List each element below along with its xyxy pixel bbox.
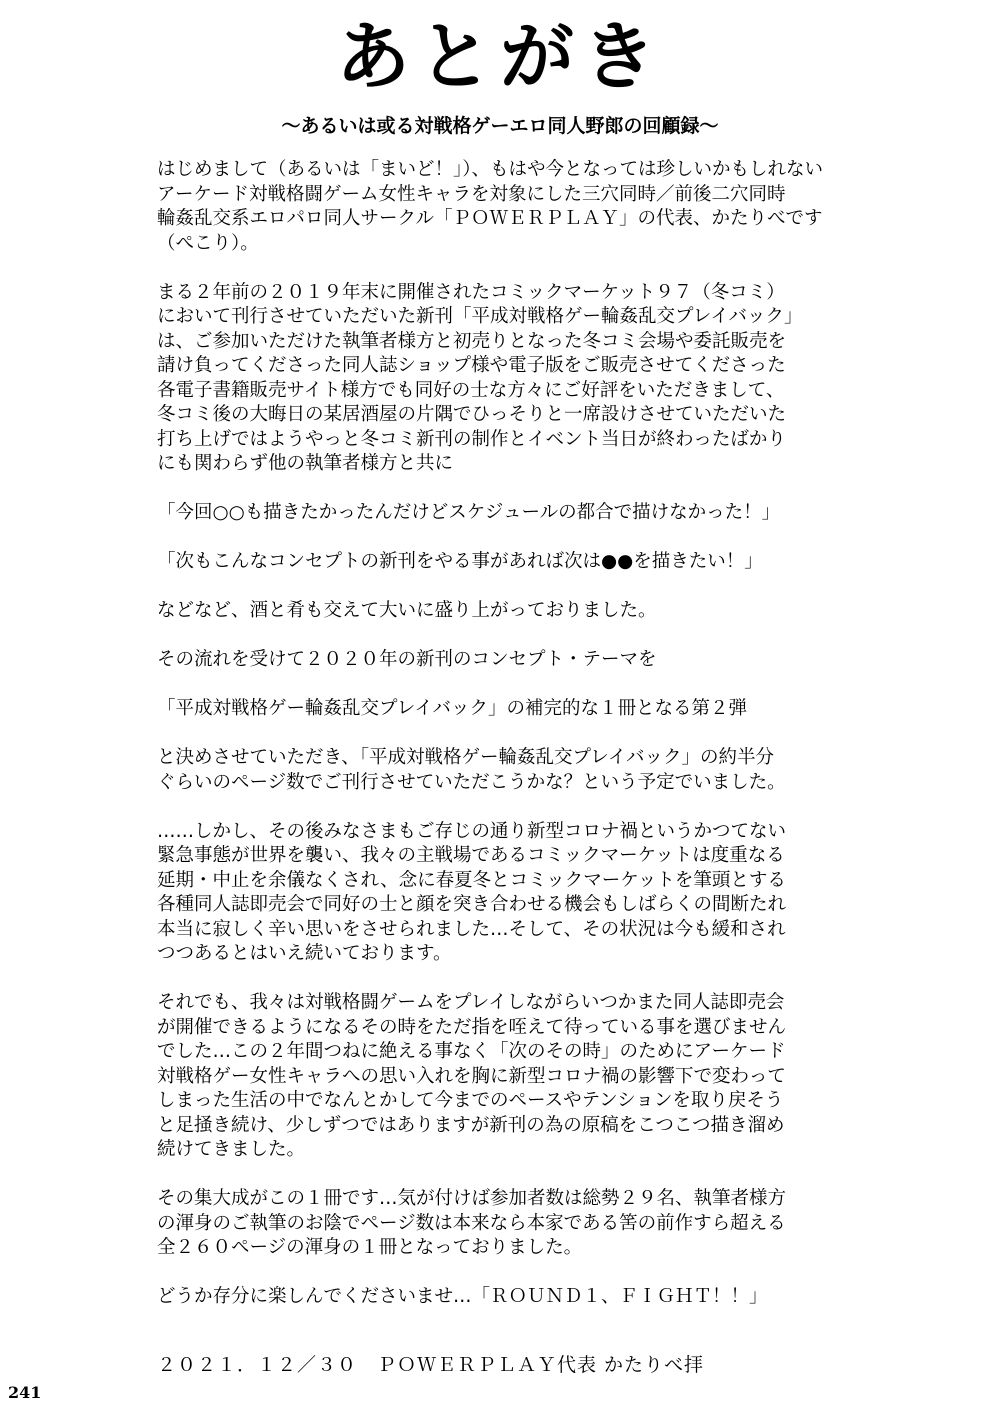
text-line: まる２年前の２０１９年末に開催されたコミックマーケット９７（冬コミ） [157,281,785,303]
text-line: が開催できるようになるその時をただ指を咥えて待っている事を選びません [157,1016,787,1038]
paragraph [157,1285,857,1310]
paragraph [157,158,857,256]
text-line: の渾身のご執筆のお陰でページ数は本来なら本家である筈の前作すら超える [157,1212,786,1234]
text-line: 本当に寂しく辛い思いをさせられました…そして、その状況は今も緩和され [157,918,786,940]
text-line: アーケード対戦格闘ゲーム女性キャラを対象にした三穴同時／前後二穴同時 [157,183,786,205]
text-line: でした…この２年間つねに絶える事なく「次のその時」のためにアーケード [157,1041,786,1062]
paragraph [157,550,857,575]
text-line: にも関わらず他の執筆者様方と共に [157,453,454,474]
text-line: 冬コミ後の大晦日の某居酒屋の片隅でひっそりと一席設けさせていただいた [157,404,787,425]
text-line: ……しかし、その後みなさまもご存じの通り新型コロナ禍というかつてない [157,820,787,842]
text-line: 各種同人誌即売会で同好の士と顔を突き合わせる機会もしばらくの間断たれ [157,894,787,915]
text-line: （ぺこり）。 [157,232,259,254]
paragraph [157,820,857,967]
paragraph [157,648,857,673]
text-line: 打ち上げではようやっと冬コミ新刊の制作とイベント当日が終わったばかり [157,428,786,450]
text-line: 続けてきました。 [157,1139,306,1160]
signature: ２０２１．１２／３０ ＰＯＷＥＲＰＬＡＹ代表 かたりべ拝 [157,1354,705,1376]
paragraph [157,697,857,722]
text-line: 「今回○○も描きたかったんだけどスケジュールの都合で描けなかった！」 [157,502,781,523]
text-line: において刊行させていただいた新刊「平成対戦格ゲー輪姦乱交プレイバック」 [157,306,803,327]
text-line: その集大成がこの１冊です…気が付けば参加者数は総勢２９名、執筆者様方 [157,1188,787,1209]
paragraph [157,991,857,1163]
text-line: などなど、酒と肴も交えて大いに盛り上がっておりました。 [157,600,657,621]
text-line: ぐらいのページ数でご刊行させていただこうかな？という予定でいました。 [157,771,786,793]
page-title: あとがき [336,14,664,100]
text-line: 「平成対戦格ゲー輪姦乱交プレイバック」の補完的な１冊となる第２弾 [157,698,747,719]
text-line: 全２６０ページの渾身の１冊となっておりました。 [157,1237,583,1258]
paragraph [157,599,857,624]
text-line: つつあるとはいえ続いております。 [157,943,452,964]
text-line: 「次もこんなコンセプトの新刊をやる事があれば次は●●を描きたい！」 [157,551,763,572]
text-line: 請け負ってくださった同人誌ショップ様や電子版をご販売させてくださった [157,355,786,376]
text-line: と決めさせていただき、「平成対戦格ゲー輪姦乱交プレイバック」の約半分 [157,747,774,768]
paragraph [157,281,857,477]
text-line: と足掻き続け、少しずつではありますが新刊の為の原稿をこつこつ描き溜め [157,1114,785,1136]
text-line: はじめまして（あるいは「まいど！」）、もはや今となっては珍しいかもしれない [157,159,824,180]
text-line: それでも、我々は対戦格闘ゲームをプレイしながらいつかまた同人誌即売会 [157,992,785,1013]
paragraph [157,1187,857,1261]
paragraph [157,501,857,526]
page-number: 241 [8,1383,42,1402]
text-line: どうか存分に楽しんでくださいませ…「ＲＯＵＮＤ１、ＦＩＧＨＴ！！」 [157,1286,768,1307]
text-line: 対戦格ゲー女性キャラへの思い入れを胸に新型コロナ禍の影響下で変わって [157,1065,786,1087]
text-line: しまった生活の中でなんとかして今までのペースやテンションを取り戻そう [157,1090,784,1111]
paragraph [157,746,857,795]
text-line: その流れを受けて２０２０年の新刊のコンセプト・テーマを [157,649,657,670]
text-line: 緊急事態が世界を襲い、我々の主戦場であるコミックマーケットは度重なる [157,845,785,866]
afterword-body [157,158,857,1334]
text-line: 延期・中止を余儀なくされ、念に春夏冬とコミックマーケットを筆頭とする [157,869,786,891]
text-line: 各電子書籍販売サイト様方でも同好の士な方々にご好評をいただきまして、 [157,379,785,401]
subtitle: ～あるいは或る対戦格ゲーエロ同人野郎の回顧録～ [281,115,719,137]
text-line: 輪姦乱交系エロパロ同人サークル「ＰＯＷＥＲＰＬＡＹ」の代表、かたりべです [157,208,823,229]
text-line: は、ご参加いただけた執筆者様方と初売りとなった冬コミ会場や委託販売を [157,330,787,352]
